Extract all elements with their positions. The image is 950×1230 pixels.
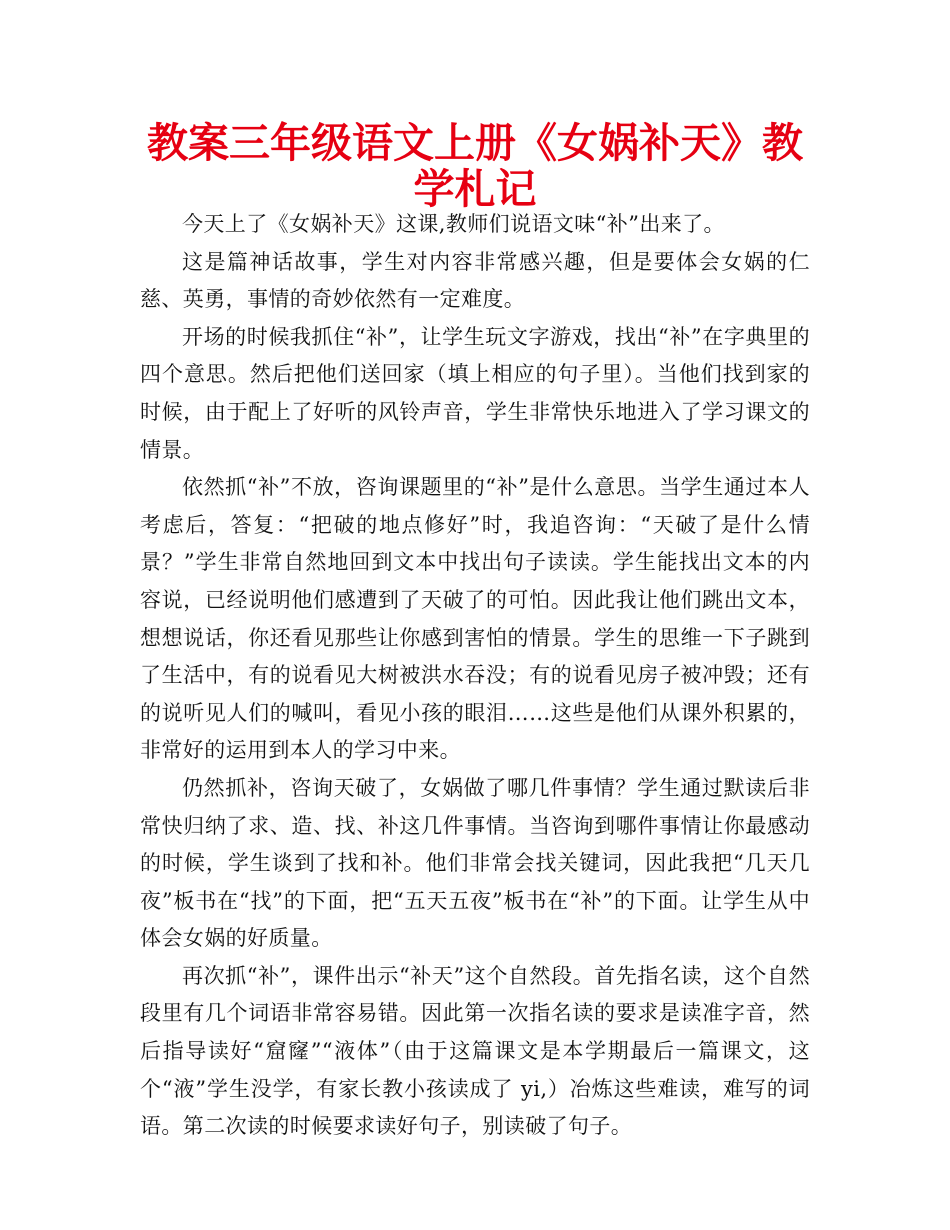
paragraph-3: 开场的时候我抓住“补”，让学生玩文字游戏，找出“补”在字典里的四个意思。然后把他们送回家（填上相应的句子里）。当他们找到家的时候，由于配上了好听的风铃声音，学生非常快乐地进入了学习课文的情景。 [140,324,810,462]
paragraph-5: 仍然抓补，咨询天破了，女娲做了哪几件事情？学生通过默读后非常快归纳了求、造、找、补这几件事情。当咨询到哪件事情让你最感动的时候，学生谈到了找和补。他们非常会找关键词，因此我把“几天几夜”板书在“找”的下面，把“五天五夜”板书在“补”的下面。让学生从中体会女娲的好质量。 [140,775,810,951]
paragraph-6: 再次抓“补”，课件出示“补天”这个自然段。首先指名读，这个自然段里有几个词语非常容易错。因此第一次指名读的要求是读准字音，然后指导读好“窟窿”“液体”（由于这篇课文是本学期最后一篇课文，这个“液”学生没学，有家长教小孩读成了 yi,）冶炼这些难读，难写的词语。第二次读的时候要求读好句子，别读破了句子。 [140,963,810,1139]
paragraph-1: 今天上了《女娲补天》这课,教师们说语文味“补”出来了。 [182,212,725,236]
paragraph-4: 依然抓“补”不放，咨询课题里的“补”是什么意思。当学生通过本人考虑后，答复：“把破的地点修好”时，我追咨询：“天破了是什么情景？”学生非常自然地回到文本中找出句子读读。学生能找出文本的内容说，已经说明他们感遭到了天破了的可怕。因此我让他们跳出文本，想想说话，你还看见那些让你感到害怕的情景。学生的思维一下子跳到了生活中，有的说看见大树被洪水吞没；有的说看见房子被冲毁；还有的说听见人们的喊叫，看见小孩的眼泪……这些是他们从课外积累的，非常好的运用到本人的学习中来。 [140,475,810,763]
document-title: 教案三年级语文上册《女娲补天》教学札记 [147,119,803,213]
document-body [140,206,810,1146]
paragraph-2: 这是篇神话故事，学生对内容非常感兴趣，但是要体会女娲的仁慈、英勇，事情的奇妙依然有一定难度。 [140,249,810,312]
